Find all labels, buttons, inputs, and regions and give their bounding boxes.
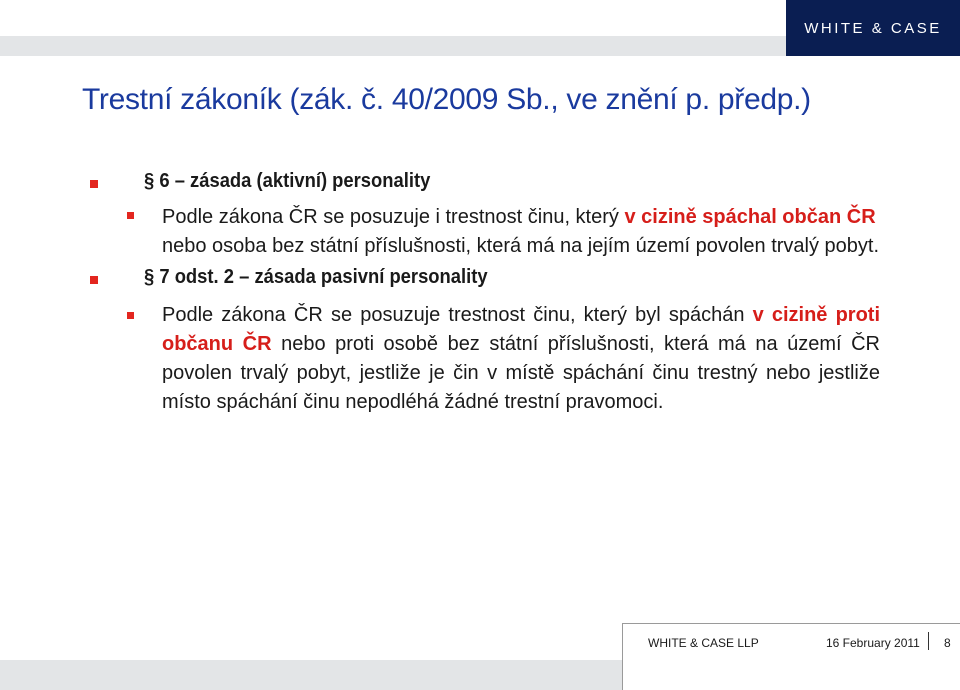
logo-text: WHITE & CASE — [804, 19, 942, 37]
white-case-logo — [786, 0, 960, 56]
square-bullet-icon — [127, 312, 134, 319]
body-text: Podle zákona ČR se posuzuje i trestnost činu, který — [162, 206, 625, 228]
body-text: nebo proti osobě bez státní příslušnosti, která má na území ČR povolen trvalý pobyt, jestliže je čin v místě spáchání činu trestný nebo jestliže místo spáchání činu nepodléhá žádné trestní pravomoci. — [162, 333, 881, 413]
slide-title: Trestní zákoník (zák. č. 40/2009 Sb., ve znění p. předp.) — [82, 83, 811, 116]
footer-divider — [622, 623, 960, 624]
square-bullet-icon — [127, 212, 134, 219]
body-text: nebo osoba bez státní příslušnosti, která má na jejím území povolen trvalý pobyt. — [162, 235, 880, 257]
square-bullet-icon — [90, 276, 98, 284]
section-heading-2: § 7 odst. 2 – zásada pasivní personality — [144, 266, 488, 288]
page-number: 8 — [944, 636, 951, 650]
section-body-1 — [162, 203, 887, 261]
square-bullet-icon — [90, 180, 98, 188]
footer-company: WHITE & CASE LLP — [648, 636, 759, 650]
footer-separator — [928, 632, 929, 650]
footer-band — [0, 660, 622, 690]
highlight-text: v cizině proti občanu ČR — [162, 304, 881, 355]
body-text: Podle zákona ČR se posuzuje trestnost činu, který byl spáchán — [162, 304, 753, 326]
section-heading-1: § 6 – zásada (aktivní) personality — [144, 170, 431, 192]
highlight-text: v cizině spáchal občan ČR — [624, 206, 876, 228]
footer-date: 16 February 2011 — [826, 636, 920, 650]
section-body-2 — [162, 301, 880, 417]
footer-divider — [622, 623, 623, 690]
